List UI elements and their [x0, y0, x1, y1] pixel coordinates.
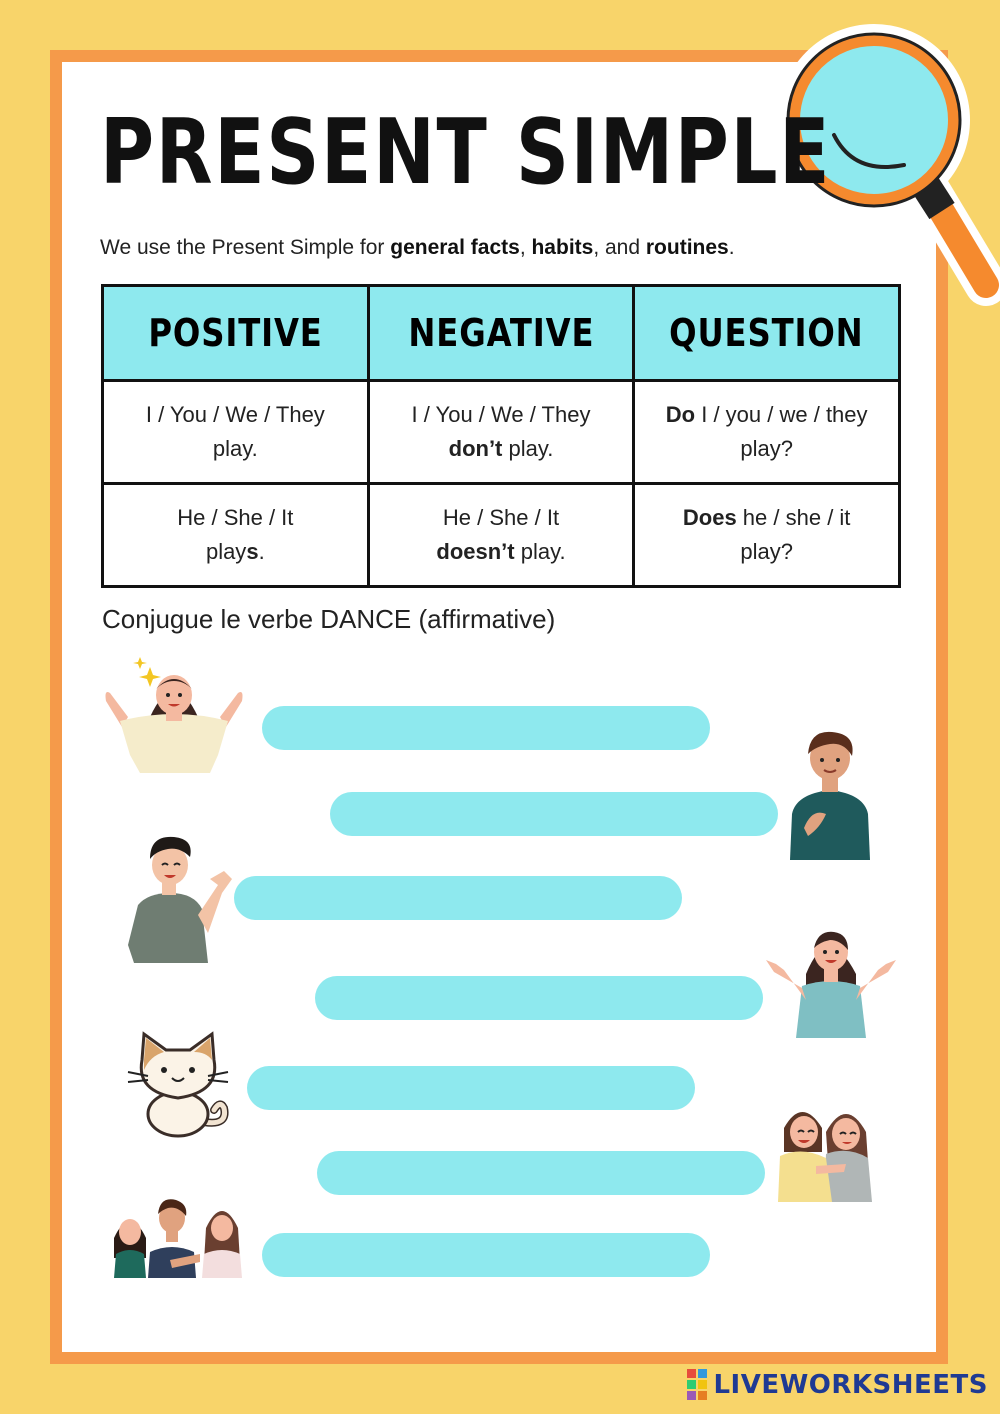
- table-row: [103, 381, 900, 484]
- logo-text: LIVEWORKSHEETS: [713, 1369, 988, 1400]
- cell-positive-plural: I / You / We / They play.: [103, 381, 369, 484]
- cell-negative-singular: He / She / It doesn’t play.: [368, 484, 634, 587]
- woman-shrugging-icon: [762, 920, 900, 1038]
- page-title: PRESENT SIMPLE: [100, 100, 832, 205]
- answer-field-he[interactable]: [234, 876, 682, 920]
- cell-question-singular: Does he / she / it play?: [634, 484, 900, 587]
- table-header-row: [103, 286, 900, 381]
- two-girls-hugging-icon: [776, 1102, 874, 1202]
- header-question: QUESTION: [634, 286, 900, 381]
- table-row: [103, 484, 900, 587]
- intro-text: [100, 236, 735, 260]
- group-of-friends-icon: [110, 1198, 248, 1278]
- task-instruction: Conjugue le verbe DANCE (affirmative): [102, 604, 556, 634]
- cell-negative-plural: I / You / We / They don’t play.: [368, 381, 634, 484]
- grammar-table: [101, 284, 901, 588]
- answer-field-i[interactable]: [262, 706, 710, 750]
- intro-bold-habits: habits: [531, 236, 594, 259]
- header-negative: NEGATIVE: [368, 286, 634, 381]
- header-positive: POSITIVE: [103, 286, 369, 381]
- liveworksheets-logo: [687, 1369, 988, 1400]
- intro-part: .: [728, 236, 735, 259]
- answer-field-it[interactable]: [247, 1066, 695, 1110]
- answer-field-you[interactable]: [330, 792, 778, 836]
- intro-part: We use the Present Simple for: [100, 236, 391, 259]
- cell-question-plural: Do I / you / we / they play?: [634, 381, 900, 484]
- answer-field-they[interactable]: [262, 1233, 710, 1277]
- answer-field-she[interactable]: [315, 976, 763, 1020]
- answer-field-we[interactable]: [317, 1151, 765, 1195]
- intro-part: ,: [519, 236, 532, 259]
- cat-icon: [124, 1030, 236, 1140]
- boy-pointing-icon: [786, 728, 874, 860]
- boy-waving-icon: [124, 835, 236, 967]
- logo-blocks-icon: [687, 1369, 707, 1400]
- girl-cheering-icon: [100, 655, 248, 777]
- cell-positive-singular: He / She / It plays.: [103, 484, 369, 587]
- intro-bold-routines: routines: [645, 236, 729, 259]
- intro-part: , and: [593, 236, 646, 259]
- intro-bold-facts: general facts: [390, 236, 520, 259]
